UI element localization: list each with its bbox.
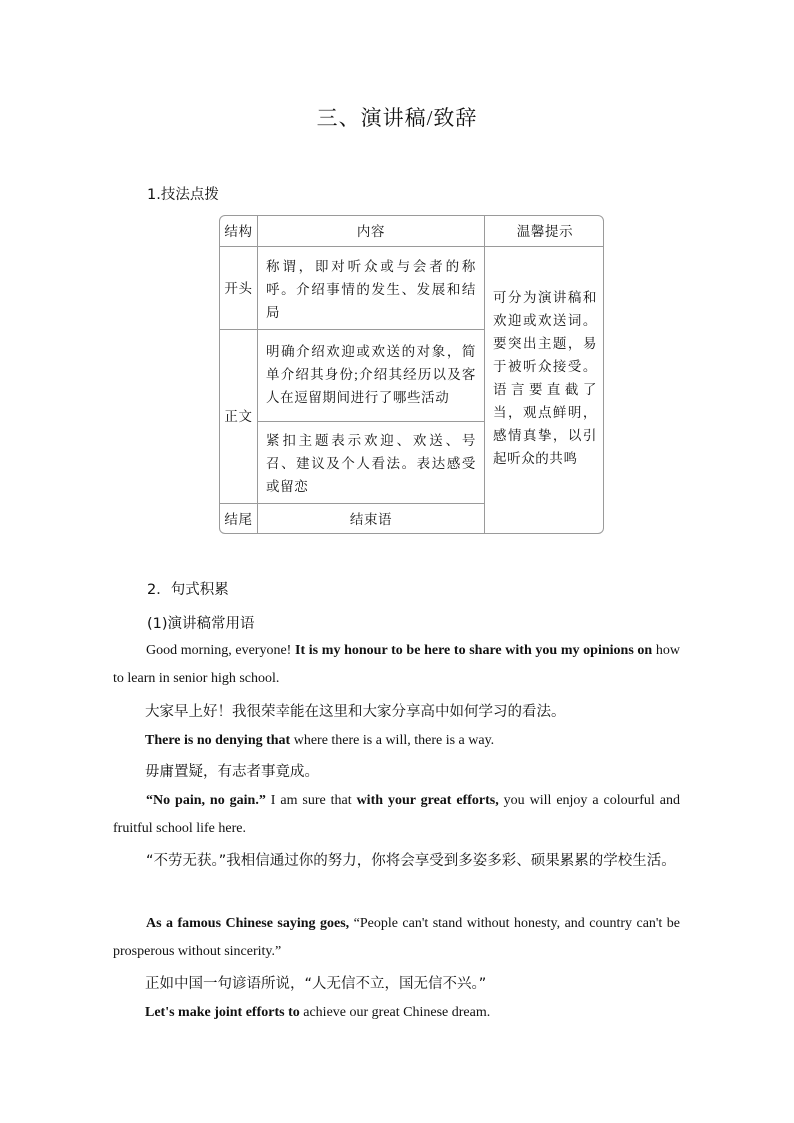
paragraph-en-4: As a famous Chinese saying goes, “People can't stand without honesty, and country can't be prosperous without sincerity.” (113, 916, 680, 959)
row-opening-content: 称谓，即对听众或与会者的称呼。介绍事情的发生、发展和结局 (266, 259, 476, 320)
paragraph-cn-2: 毋庸置疑，有志者事竟成。 (145, 764, 319, 780)
section-heading-techniques: 1.技法点拨 (147, 187, 219, 203)
paragraph-en-2: There is no denying that where there is a will, there is a way. (145, 733, 495, 748)
row-opening-structure: 开头 (224, 280, 253, 296)
tip-text: 可分为演讲稿和欢迎或欢送词。要突出主题，易于被听众接受。语言要直截了当，观点鲜明，感情真挚，以引起听众的共鸣 (493, 290, 597, 466)
row-ending-structure: 结尾 (224, 512, 253, 527)
paragraph-en-5: Let's make joint efforts to achieve our great Chinese dream. (145, 1005, 491, 1020)
row-body-content-a: 明确介绍欢迎或欢送的对象，简单介绍其身份;介绍其经历以及客人在逗留期间进行了哪些活动 (266, 344, 476, 405)
section-heading-sentences: 2．句式积累 (147, 582, 229, 598)
page-title: 三、演讲稿/致辞 (316, 106, 478, 130)
paragraph-cn-4: 正如中国一句谚语所说，“人无信不立，国无信不兴。” (145, 976, 487, 992)
row-body-content-b: 紧扣主题表示欢迎、欢送、号召、建议及个人看法。表达感受或留恋 (266, 433, 476, 494)
header-content: 内容 (356, 223, 386, 239)
paragraph-cn-1: 大家早上好！我很荣幸能在这里和大家分享高中如何学习的看法。 (145, 704, 566, 720)
row-body-structure: 正文 (224, 409, 253, 424)
structure-table (219, 215, 604, 534)
subheading-speech-phrases: (1)演讲稿常用语 (147, 616, 255, 632)
header-structure: 结构 (224, 223, 253, 239)
paragraph-en-3: “No pain, no gain.” I am sure that with your great efforts, you will enjoy a colourful and fruitful school life here. (113, 793, 680, 836)
row-ending-content: 结束语 (349, 512, 393, 527)
paragraph-cn-3: “不劳无获。”我相信通过你的努力，你将会享受到多姿多彩、硕果累累的学校生活。 (146, 853, 676, 869)
paragraph-en-1: Good morning, everyone! It is my honour to be here to share with you my opinions on how to learn in senior high school. (113, 643, 680, 686)
header-tip: 温馨提示 (516, 223, 574, 239)
